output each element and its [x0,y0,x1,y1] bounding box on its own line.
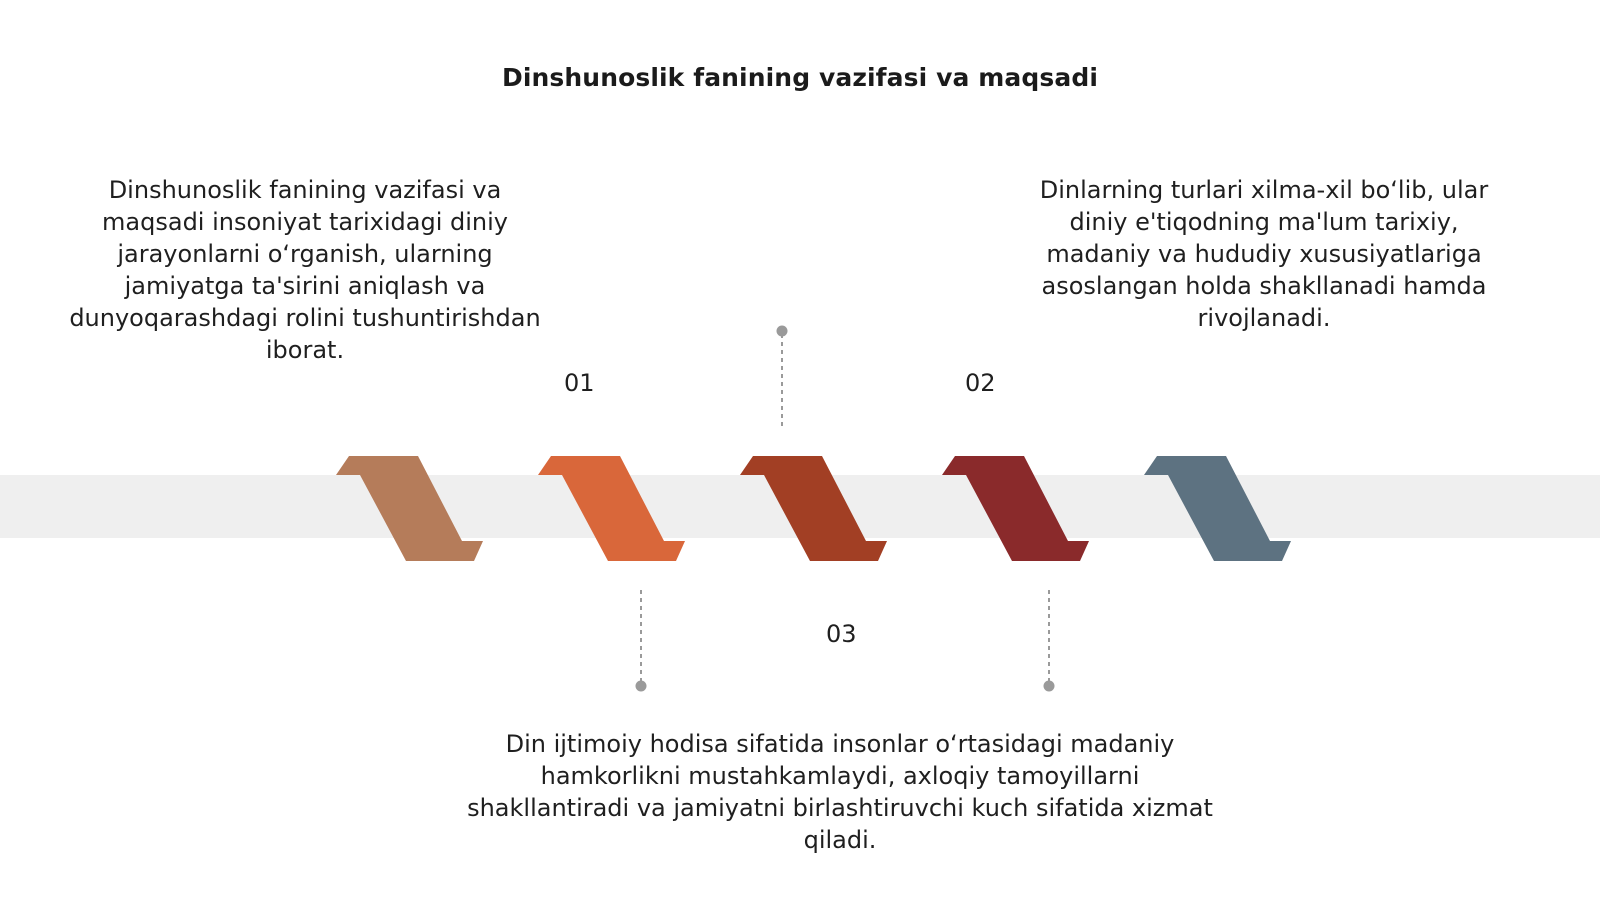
step-1-description: Dinshunoslik fanining vazifasi va maqsadi insoniyat tarixidagi diniy jarayonlarni o‘rganish, ularning jamiyatga ta'sirini aniqlash va dunyoqarashdagi rolini tushuntirishdan iborat. [69,176,541,364]
step-3-description: Din ijtimoiy hodisa sifatida insonlar o‘rtasidagi madaniy hamkorlikni mustahkamlaydi, axloqiy tamoyillarni shakllantiradi va jamiyatni birlashtiruvchi kuch sifatida xizmat qiladi. [467,730,1213,854]
chevron-segment-1 [336,456,483,561]
chevron-segment-3 [740,456,887,561]
connector-dot-bottom-left [636,681,647,692]
step-2-number: 02 [965,369,996,397]
step-1-number: 01 [564,369,595,397]
step-3-number: 03 [826,620,857,648]
connector-dot-bottom-right [1044,681,1055,692]
step-2-description: Dinlarning turlari xilma-xil bo‘lib, ular diniy e'tiqodning ma'lum tarixiy, madaniy va hududiy xususiyatlariga asoslangan holda shakllanadi hamda rivojlanadi. [1039,176,1489,332]
chevron-segment-5 [1144,456,1291,561]
chevron-segment-2 [538,456,685,561]
connector-dot-top [777,326,788,337]
chevron-segment-4 [942,456,1089,561]
page-title: Dinshunoslik fanining vazifasi va maqsadi [502,63,1098,92]
